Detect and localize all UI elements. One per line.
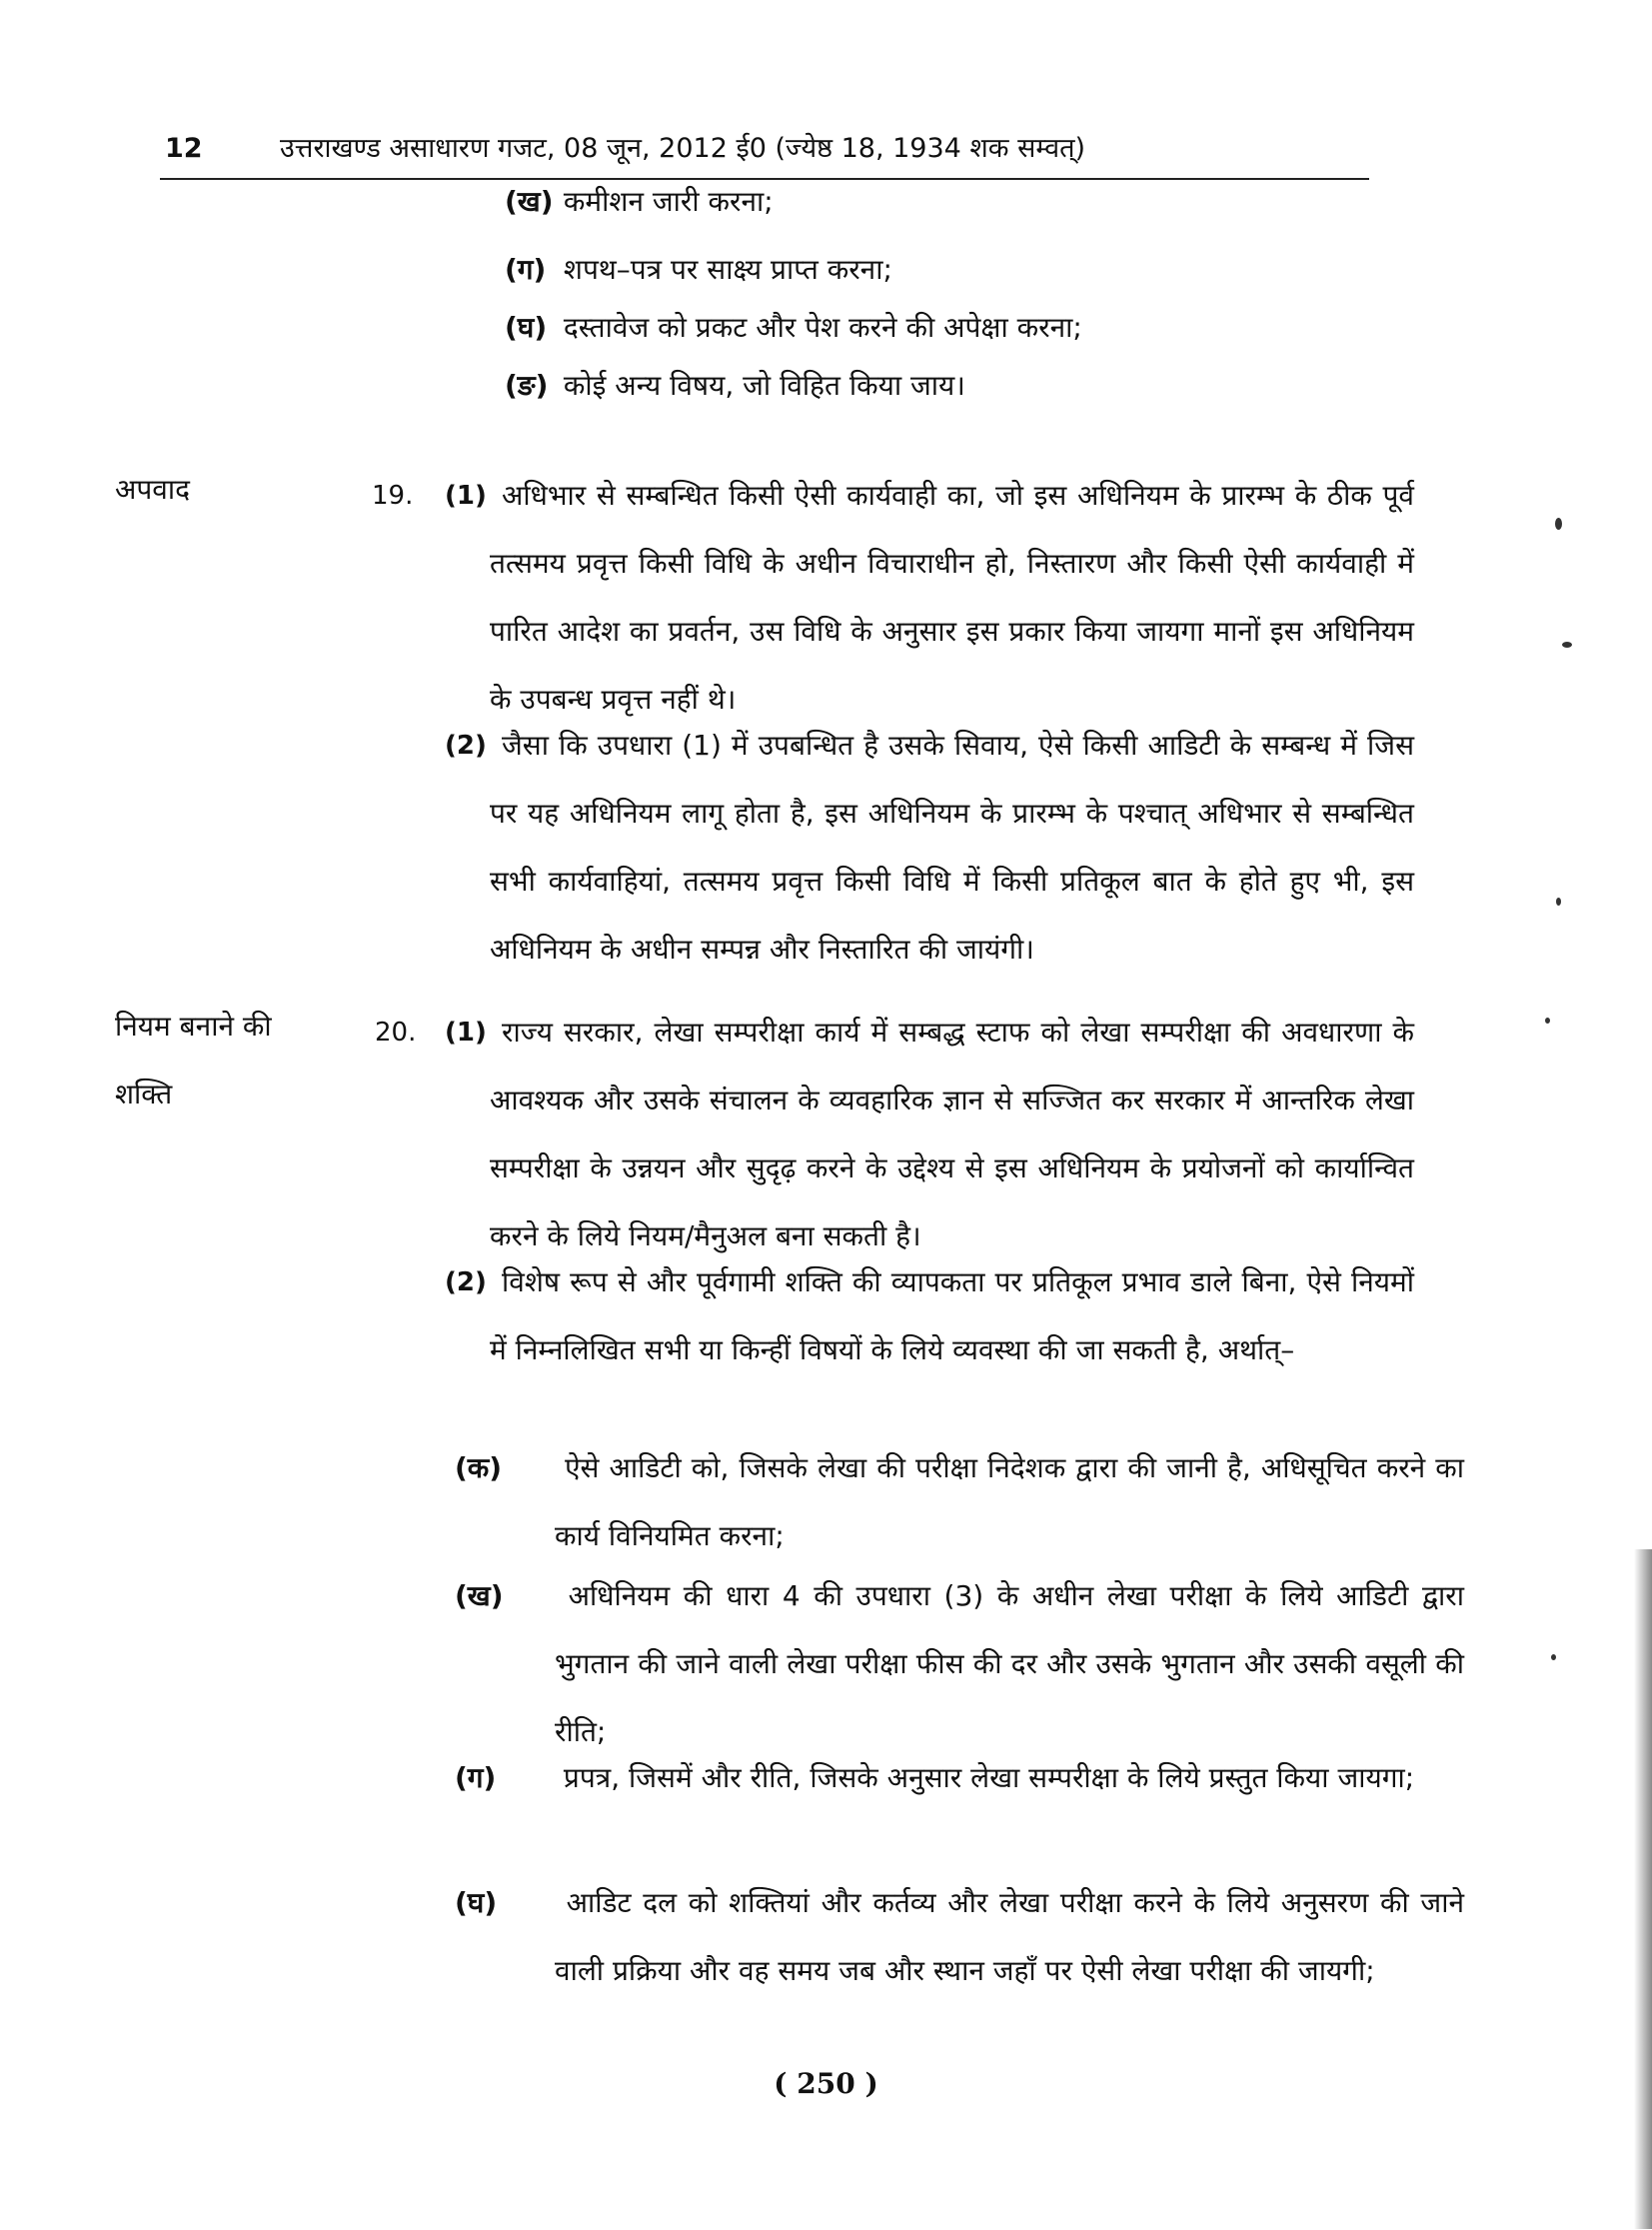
clause-text: प्रपत्र, जिसमें और रीति, जिसके अनुसार लेखा सम्परीक्षा के लिये प्रस्तुत किया जायगा; bbox=[563, 1761, 1415, 1794]
item-text: शपथ–पत्र पर साक्ष्य प्राप्त करना; bbox=[563, 253, 892, 286]
clause-item bbox=[455, 1562, 1464, 1766]
section-19-number: 19. bbox=[372, 481, 414, 511]
gazette-title: उत्तराखण्ड असाधारण गजट, 08 जून, 2012 ई0 (ज्येष्ठ 18, 1934 शक सम्वत्) bbox=[280, 133, 1086, 164]
item-marker: (ग) bbox=[505, 253, 547, 286]
section-20-side-label-line2: शक्ति bbox=[115, 1078, 173, 1111]
clause-marker: (ख) bbox=[455, 1579, 504, 1612]
clause-text: अधिनियम की धारा 4 की उपधारा (3) के अधीन लेखा परीक्षा के लिये आडिटी द्वारा भुगतान की जाने वाली लेखा परीक्षा फीस की दर और उसके भुगतान और उसकी वसूली की रीति; bbox=[555, 1579, 1464, 1748]
list-item bbox=[505, 168, 1404, 236]
clause-item bbox=[455, 1869, 1464, 2005]
section-20-side-label-line1: नियम बनाने की bbox=[115, 1010, 272, 1043]
section-20-sub1-text: राज्य सरकार, लेखा सम्परीक्षा कार्य में सम्बद्ध स्टाफ को लेखा सम्परीक्षा की अवधारणा के आवश्यक और उसके संचालन के व्यवहारिक ज्ञान से सज्जित कर सरकार में आन्तरिक लेखा सम्परीक्षा के उन्नयन और सुदृढ़ करने के उद्देश्य से इस अधिनियम के प्रयोजनों को कार्यान्वित करने के लिये नियम/मैनुअल बना सकती है। bbox=[490, 1016, 1414, 1252]
clause-text: ऐसे आडिटी को, जिसके लेखा की परीक्षा निदेशक द्वारा की जानी है, अधिसूचित करने का कार्य विनियमित करना; bbox=[555, 1451, 1464, 1552]
clause-text: आडिट दल को शक्तियां और कर्तव्य और लेखा परीक्षा करने के लिये अनुसरण की जाने वाली प्रक्रिया और वह समय जब और स्थान जहाँ पर ऐसी लेखा परीक्षा की जायगी; bbox=[555, 1886, 1464, 1987]
scan-speck bbox=[1555, 518, 1562, 530]
page-footer-number: ( 250 ) bbox=[774, 2067, 878, 2100]
clause-marker: (ग) bbox=[455, 1761, 497, 1794]
item-marker: (ख) bbox=[505, 185, 554, 218]
section-19-sub1-text: अधिभार से सम्बन्धित किसी ऐसी कार्यवाही का, जो इस अधिनियम के प्रारम्भ के ठीक पूर्व तत्समय प्रवृत्त किसी विधि के अधीन विचाराधीन हो, निस्तारण और किसी ऐसी कार्यवाही में पारित आदेश का प्रवर्तन, उस विधि के अनुसार इस प्रकार किया जायगा मानों इस अधिनियम के उपबन्ध प्रवृत्त नहीं थे। bbox=[490, 479, 1414, 716]
item-text: कमीशन जारी करना; bbox=[563, 185, 774, 218]
scan-speck bbox=[1545, 1018, 1550, 1024]
clause-marker: (क) bbox=[455, 1451, 503, 1484]
section-20-sub1-marker: (1) bbox=[445, 1018, 487, 1048]
item-marker: (ङ) bbox=[505, 369, 549, 402]
page-header bbox=[165, 128, 1364, 165]
section-20-sub2-text: विशेष रूप से और पूर्वगामी शक्ति की व्यापकता पर प्रतिकूल प्रभाव डाले बिना, ऐसे नियमों में निम्नलिखित सभी या किन्हीं विषयों के लिये व्यवस्था की जा सकती है, अर्थात्– bbox=[490, 1265, 1414, 1366]
list-item bbox=[505, 352, 1404, 420]
clause-item bbox=[455, 1434, 1464, 1570]
section-19-sub2-text: जैसा कि उपधारा (1) में उपबन्धित है उसके सिवाय, ऐसे किसी आडिटी के सम्बन्ध में जिस पर यह अधिनियम लागू होता है, इस अधिनियम के प्रारम्भ के पश्चात् अधिभार से सम्बन्धित सभी कार्यवाहियां, तत्समय प्रवृत्त किसी विधि में किसी प्रतिकूल बात के होते हुए भी, इस अधिनियम के अधीन सम्पन्न और निस्तारित की जायंगी। bbox=[490, 729, 1414, 966]
section-20-sub2-marker: (2) bbox=[445, 1267, 487, 1297]
item-text: कोई अन्य विषय, जो विहित किया जाय। bbox=[563, 369, 965, 402]
page-number: 12 bbox=[165, 133, 203, 164]
section-19-sub1-marker: (1) bbox=[445, 481, 487, 511]
scan-speck bbox=[1562, 642, 1572, 648]
scan-speck bbox=[1551, 1654, 1556, 1660]
scan-speck bbox=[1556, 898, 1561, 906]
item-text: दस्तावेज को प्रकट और पेश करने की अपेक्षा करना; bbox=[563, 311, 1082, 344]
section-19-side-label: अपवाद bbox=[115, 473, 190, 506]
scan-edge-shadow bbox=[1634, 1549, 1652, 2229]
item-marker: (घ) bbox=[505, 311, 548, 344]
section-19-sub2-marker: (2) bbox=[445, 731, 487, 761]
section-20-number: 20. bbox=[375, 1018, 417, 1048]
clause-item bbox=[455, 1744, 1464, 1812]
clause-marker: (घ) bbox=[455, 1886, 498, 1919]
